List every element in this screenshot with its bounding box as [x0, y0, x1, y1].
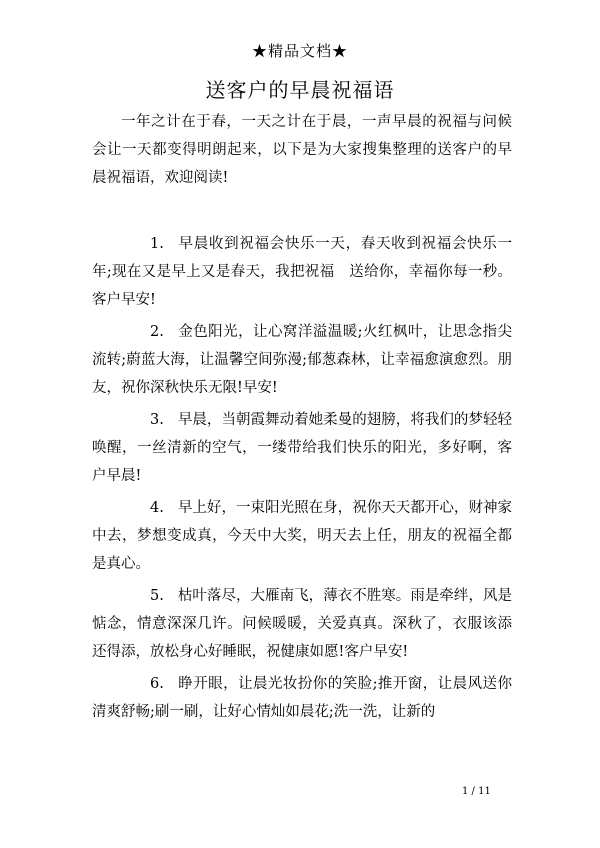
item-number: 1.	[150, 236, 164, 252]
item-number: 2.	[150, 324, 164, 340]
item-text: 枯叶落尽，大雁南飞，薄衣不胜寒。雨是牵绊，风是惦念，情意深深几许。问候暖暖，关爱真真。深秋了，衣服该添还得添，放松身心好睡眠，祝健康如愿!客户早安!	[92, 588, 512, 660]
item-number: 5.	[150, 588, 164, 604]
page-number: 1 / 11	[462, 786, 491, 797]
item-text: 早晨收到祝福会快乐一天，春天收到祝福会快乐一年;现在又是早上又是春天，我把祝福 送给你，幸福你每一秒。客户早安!	[92, 236, 512, 308]
page-header: ★精品文档★	[251, 42, 348, 60]
list-item	[92, 230, 512, 314]
item-number: 3.	[150, 412, 164, 428]
item-text: 早晨，当朝霞舞动着她柔曼的翅膀，将我们的梦轻轻唤醒，一丝清新的空气，一缕带给我们快乐的阳光，多好啊，客户早晨!	[92, 412, 512, 484]
item-text: 睁开眼，让晨光妆扮你的笑脸;推开窗，让晨风送你清爽舒畅;刷一刷，让好心情灿如晨花;洗一洗，让新的	[92, 676, 512, 720]
item-text: 金色阳光，让心窝洋溢温暖;火红枫叶，让思念指尖流转;蔚蓝大海，让温馨空间弥漫;郁葱森林，让幸福愈演愈烈。朋友，祝你深秋快乐无限!早安!	[92, 324, 512, 396]
intro-paragraph: 一年之计在于春，一天之计在于晨，一声早晨的祝福与问候会让一天都变得明朗起来，以下是为大家搜集整理的送客户的早晨祝福语，欢迎阅读!	[92, 114, 512, 186]
item-text: 早上好，一束阳光照在身，祝你天天都开心，财神家中去，梦想变成真，今天中大奖，明天去上任，朋友的祝福全都是真心。	[92, 500, 512, 572]
list-item	[92, 582, 512, 666]
greeting-list	[92, 230, 512, 730]
document-title: 送客户的早晨祝福语	[205, 78, 395, 102]
intro-block	[92, 108, 512, 192]
item-number: 4.	[150, 500, 164, 516]
list-item	[92, 318, 512, 402]
list-item	[92, 494, 512, 578]
list-item	[92, 406, 512, 490]
list-item	[92, 670, 512, 726]
item-number: 6.	[150, 676, 164, 692]
